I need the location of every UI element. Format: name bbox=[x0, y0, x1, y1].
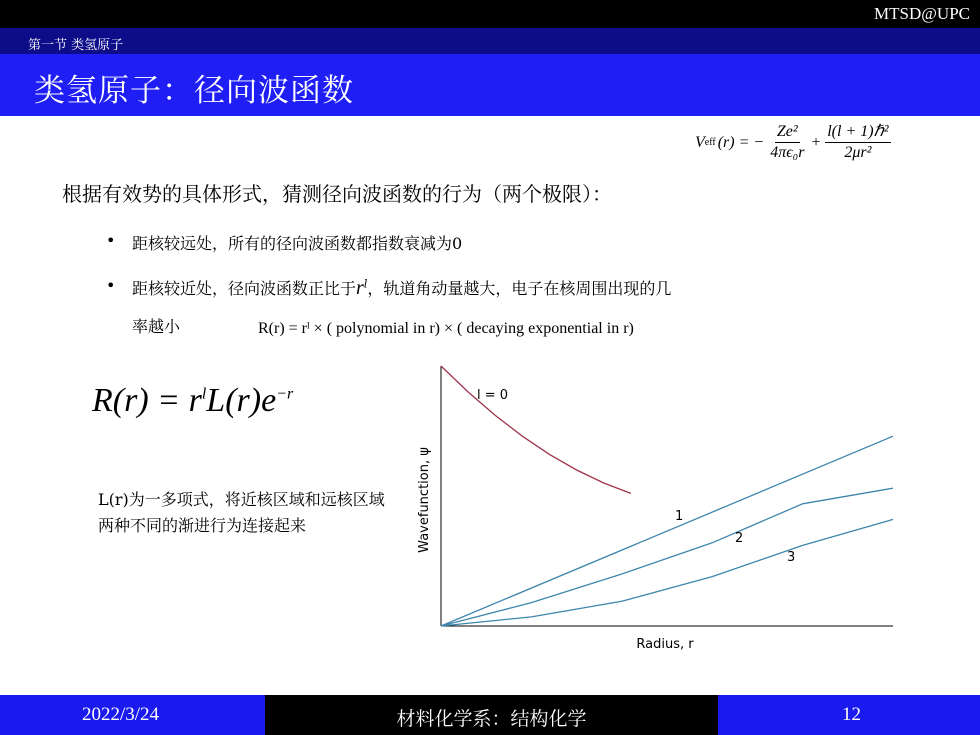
veff-formula bbox=[695, 122, 895, 163]
bullet-far-text: 距核较远处，所有的径向波函数都指数衰减为0 bbox=[132, 234, 463, 253]
bullet-near bbox=[112, 276, 671, 300]
lead-text: 根据有效势的具体形式，猜测径向波函数的行为（两个极限）： bbox=[62, 182, 612, 206]
series-line-0 bbox=[441, 366, 631, 493]
y-axis-label: Wavefunction, ψ bbox=[417, 447, 432, 553]
series-line-1 bbox=[441, 436, 893, 626]
slide-title: 类氢原子：径向波函数 bbox=[34, 73, 354, 109]
big-formula-mid: L(r)e bbox=[206, 382, 277, 419]
veff-lhs-sub: eff bbox=[704, 137, 716, 148]
label-3: 3 bbox=[787, 550, 796, 565]
veff-term2-den: 2μr² bbox=[844, 144, 872, 161]
veff-term1 bbox=[768, 122, 806, 163]
wavefunction-chart bbox=[410, 360, 900, 660]
veff-term2 bbox=[825, 122, 890, 163]
r-product-formula: R(r) = rˡ × ( polynomial in r) × ( decaying exponential in r) bbox=[258, 320, 634, 337]
veff-term2-num: l(l + 1)ℏ² bbox=[825, 122, 890, 143]
bullet-near-math: r bbox=[356, 277, 364, 299]
x-axis-label: Radius, r bbox=[636, 637, 694, 652]
big-formula-sup1: l bbox=[201, 385, 207, 403]
footer-page-bar bbox=[718, 695, 980, 735]
veff-lhs: V bbox=[695, 133, 705, 151]
series-line-3 bbox=[441, 519, 893, 626]
bullet-near-continuation: 率越小 bbox=[132, 317, 181, 336]
bullet-near-math-sup: l bbox=[363, 277, 368, 291]
veff-lhs-arg: (r) = − bbox=[717, 133, 765, 151]
series-layer bbox=[441, 366, 893, 626]
brand-label: MTSD@UPC bbox=[874, 4, 970, 23]
label-1: 1 bbox=[675, 509, 684, 524]
veff-term1-num: Ze² bbox=[775, 122, 800, 143]
section-label: 第一节 类氢原子 bbox=[28, 38, 124, 53]
bullet-near-suffix: ，轨道角动量越大，电子在核周围出现的几 bbox=[367, 279, 672, 298]
footer-date-bar bbox=[0, 695, 265, 735]
big-formula bbox=[92, 382, 293, 420]
top-bar bbox=[0, 0, 980, 28]
footer-dept-bar bbox=[265, 695, 718, 735]
footer-date: 2022/3/24 bbox=[82, 704, 160, 725]
big-formula-main: R(r) = r bbox=[92, 382, 202, 419]
footer-page: 12 bbox=[842, 704, 861, 725]
veff-term1-den: 4πϵ₀r bbox=[770, 144, 805, 161]
big-formula-sup2: −r bbox=[276, 385, 294, 403]
veff-plus: + bbox=[810, 133, 822, 151]
section-bar bbox=[0, 28, 980, 54]
title-bar bbox=[0, 54, 980, 116]
polynomial-description: L(r)为一多项式，将近核区域和远核区域两种不同的渐进行为连接起来 bbox=[98, 490, 385, 535]
bullet-near-prefix: 距核较近处，径向波函数正比于 bbox=[132, 279, 357, 298]
label-2: 2 bbox=[735, 531, 744, 546]
footer-dept: 材料化学系：结构化学 bbox=[396, 708, 587, 730]
bullet-far bbox=[112, 231, 462, 254]
label-l0: l = 0 bbox=[477, 388, 509, 403]
series-line-2 bbox=[441, 488, 893, 626]
